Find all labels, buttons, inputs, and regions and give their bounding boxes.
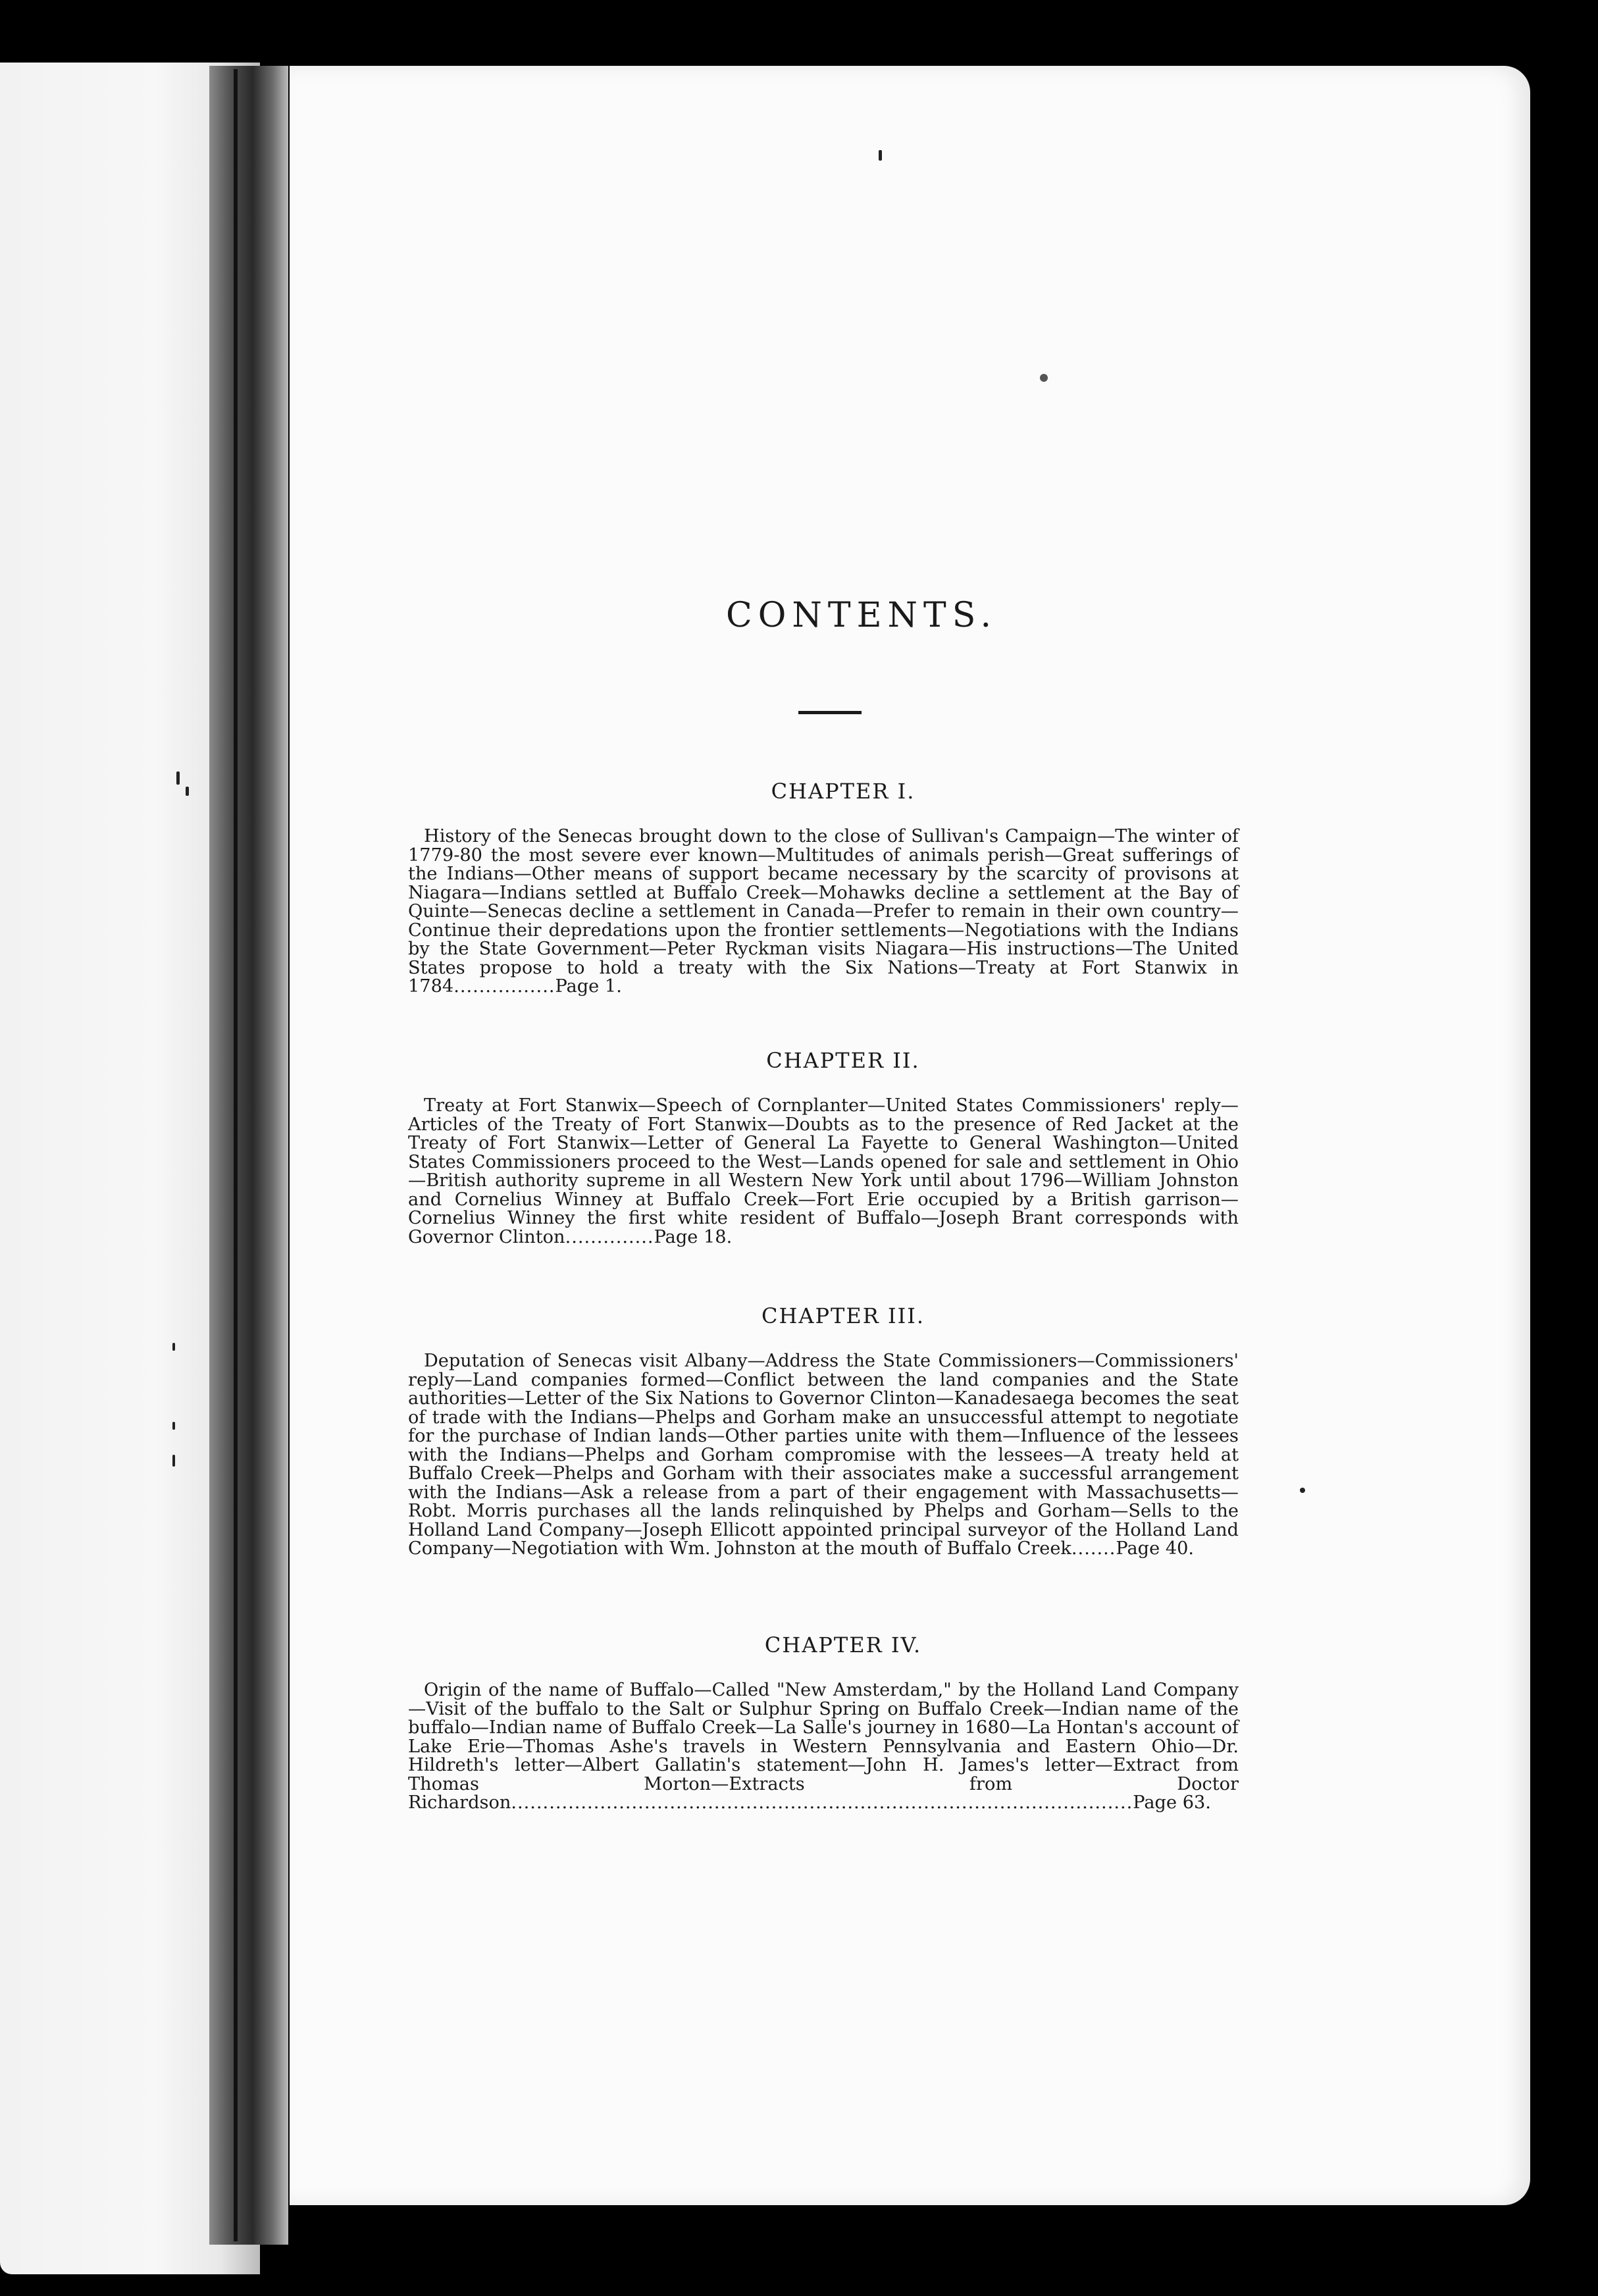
chapter-heading: CHAPTER II.: [766, 1048, 920, 1073]
ink-speck: [172, 1455, 175, 1467]
chapter-summary: [408, 1352, 1239, 1559]
binding-gutter: [209, 66, 288, 2245]
chapter-summary-text: Origin of the name of Buffalo—Called "New Amsterdam," by the Holland Land Company—Visit of the buffalo to the Salt or Sulphur Spring on Buffalo Creek—Indian name of the buffalo—Indian name of Buffalo Creek—La Salle's journey in 1680—La Hontan's account of Lake Erie—Thomas Ashe's travels in Western Pennsylvania and Eastern Ohio—Dr. Hildreth's letter—Albert Gallatin's statement—John H. James's letter—Extract from Thomas Morton—Extracts from Doctor Richardson: [408, 1680, 1239, 1813]
title-rule: [798, 711, 862, 714]
chapter-heading: CHAPTER IV.: [764, 1632, 922, 1657]
chapter-summary-text: History of the Senecas brought down to the close of Sullivan's Campaign—The winter of 1779-80 the most severe ever known—Multitudes of animals perish—Great sufferings of the Indians—Other means of support became necessary by the scarcity of provisons at Niagara—Indians settled at Buffalo Creek—Mohawks decline a settlement at the Bay of Quinte—Senecas decline a settlement in Canada—Prefer to remain in their own country—Continue their depredations upon the frontier settlements—Negotiations with the Indians by the State Government—Peter Ryckman visits Niagara—His instructions—The United States propose to hold a treaty with the Six Nations—Treaty at Fort Stanwix in 1784: [408, 826, 1239, 997]
chapter-entry: [408, 779, 1239, 997]
ink-speck: [1300, 1488, 1305, 1493]
ink-speck: [172, 1343, 175, 1351]
chapter-summary-text: Treaty at Fort Stanwix—Speech of Cornplanter—United States Commissioners' reply—Articles of the Treaty of Fort Stanwix—Doubts as to the presence of Red Jacket at the Treaty of Fort Stanwix—Letter of General La Fayette to General Washington—United States Commissioners proceed to the West—Lands opened for sale and settlement in Ohio—British authority supreme in all Western New York until about 1796—William Johnston and Cornelius Winney at Buffalo Creek—Fort Erie occupied by a British garrison—Cornelius Winney the first white resident of Buffalo—Joseph Brant corresponds with Governor Clinton: [408, 1095, 1239, 1247]
dot-leader: .......: [1071, 1538, 1116, 1559]
chapter-entry: [408, 1303, 1239, 1559]
dot-leader: ................: [453, 976, 555, 997]
dot-leader: ..................................................................................................: [511, 1792, 1133, 1813]
ink-speck: [186, 787, 189, 796]
ink-speck: [176, 771, 180, 785]
chapter-summary: [408, 827, 1239, 997]
gutter-shadow-line: [234, 69, 238, 2241]
chapter-heading: CHAPTER I.: [771, 779, 915, 804]
chapter-entry: [408, 1632, 1239, 1813]
chapter-summary: [408, 1097, 1239, 1247]
page-reference: Page 63.: [1133, 1792, 1211, 1813]
dot-leader: ..............: [565, 1226, 654, 1247]
ink-speck: [879, 150, 882, 161]
page-reference: Page 40.: [1116, 1538, 1195, 1559]
page-reference: Page 1.: [555, 976, 622, 997]
chapter-summary-text: Deputation of Senecas visit Albany—Address the State Commissioners—Commissioners' reply—Land companies formed—Conflict between the land companies and the State authorities—Letter of the Six Nations to Governor Clinton—Kanadesaega becomes the seat of trade with the Indians—Phelps and Gorham make an unsuccessful attempt to negotiate for the purchase of Indian lands—Other parties unite with them—Influence of the lessees with the Indians—Phelps and Gorham compromise with the lessees—A treaty held at Buffalo Creek—Phelps and Gorham with their associates make a successful arrangement with the Indians—Ask a release from a part of their engagement with Massachusetts—Robt. Morris purchases all the lands relinquished by Phelps and Gorham—Sells to the Holland Land Company—Joseph Ellicott appointed principal surveyor of the Holland Land Company—Negotiation with Wm. Johnston at the mouth of Buffalo Creek: [408, 1351, 1239, 1559]
chapter-heading: CHAPTER III.: [761, 1303, 925, 1328]
chapter-summary: [408, 1681, 1239, 1813]
ink-speck: [172, 1422, 175, 1430]
chapter-entry: [408, 1048, 1239, 1247]
page-reference: Page 18.: [654, 1226, 733, 1247]
ink-speck: [1040, 374, 1048, 382]
contents-title: CONTENTS.: [725, 596, 998, 635]
